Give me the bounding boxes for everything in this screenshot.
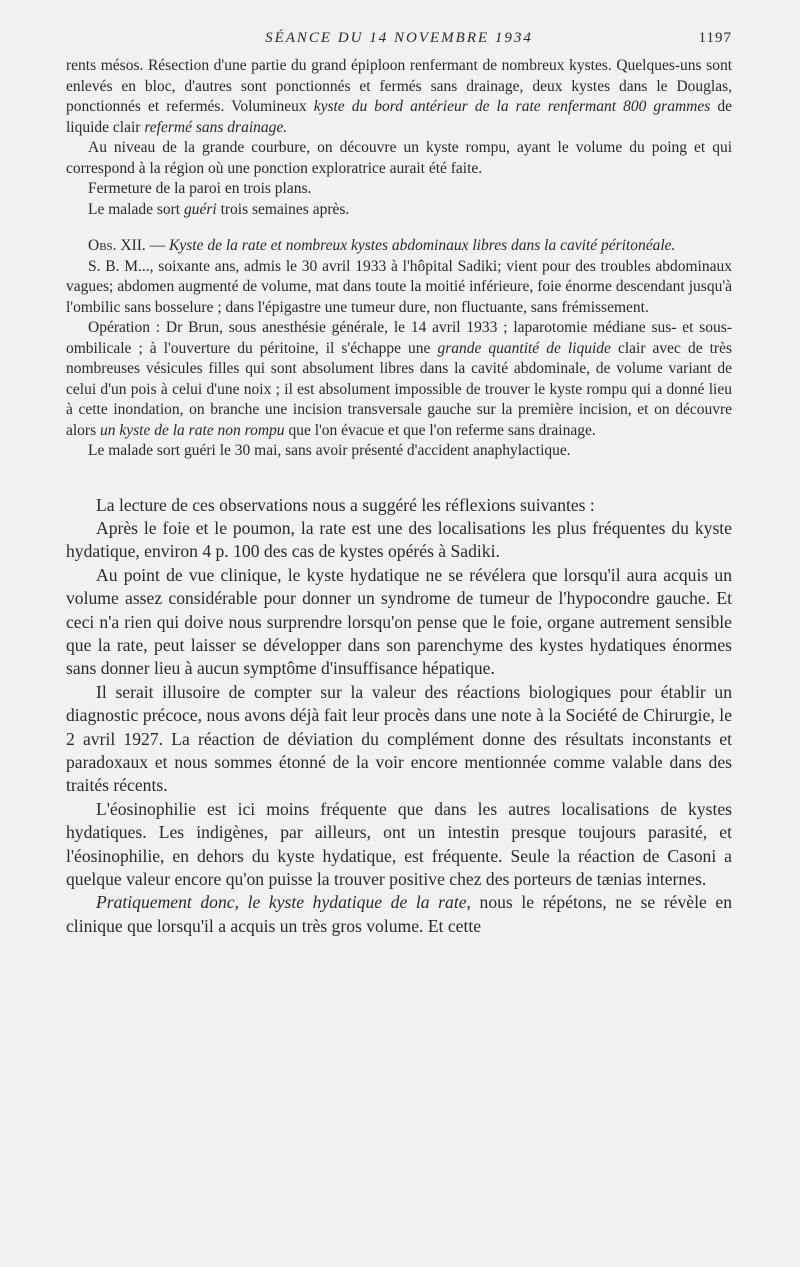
paragraph: Fermeture de la paroi en trois plans.	[88, 180, 312, 197]
paragraph: L'éosinophilie est ici moins fréquente que dans les autres localisations de kystes hydatiques. Les indigènes, par ailleurs, ont un intestin presque toujours parasité, et l'éosinophilie, en dehors du kyste hydatique, est fréquente. Seule la réaction de Casoni a quelque valeur encore qu'on puisse la trouver positive chez des porteurs de tænias internes.	[66, 798, 732, 889]
paragraph: Pratiquement donc, le kyste hydatique de la rate, nous le répétons, ne se révèle en clinique que lorsqu'il a acquis un très gros volume. Et cette	[66, 892, 732, 936]
paragraph: S. B. M..., soixante ans, admis le 30 avril 1933 à l'hôpital Sadiki; vient pour des troubles abdominaux vagues; abdomen augmenté de volume, mat dans toute la moitié inférieure, foie énorme descendant jusqu'à l'ombilic sans bosselure ; dans l'épigastre une tumeur dure, non fluctuante, sans frémissement.	[66, 257, 732, 316]
paragraph: rents mésos. Résection d'une partie du grand épiploon renfermant de nombreux kystes. Quelques-uns sont enlevés en bloc, d'autres sont ponctionnés et fermés sans drainage, deux kystes dans le Douglas, ponctionnés et refermés. Volumineux kyste du bord antérieur de la rate renfermant 800 grammes de liquide clair refermé sans drainage.	[66, 57, 732, 136]
observation-label: Obs. XII.	[88, 237, 146, 254]
paragraph: Le malade sort guéri le 30 mai, sans avoir présenté d'accident anaphylactique.	[88, 442, 571, 459]
running-header	[66, 30, 732, 56]
observation-title: Kyste de la rate et nombreux kystes abdominaux libres dans la cavité péritonéale.	[169, 237, 676, 254]
paragraph: Opération : Dr Brun, sous anesthésie générale, le 14 avril 1933 ; laparotomie médiane sus- et sous-ombilicale ; à l'ouverture du péritoine, il s'échappe une grande quantité de liquide clair avec de très nombreuses vésicules filles qui sont absolument libres dans la cavité abdominale, de volume variant de celui d'un pois à celui d'une noix ; il est absolument impossible de trouver le kyste rompu qui a donné lieu à cette inondation, on branche une incision transversale gauche sur la première incision, et on découvre alors un kyste de la rate non rompu que l'on évacue et que l'on referme sans drainage.	[66, 319, 732, 439]
observation-heading: Obs. XII. — Kyste de la rate et nombreux kystes abdominaux libres dans la cavité péritonéale.	[88, 237, 676, 254]
paragraph: Après le foie et le poumon, la rate est une des localisations les plus fréquentes du kyste hydatique, environ 4 p. 100 des cas de kystes opérés à Sadiki.	[66, 517, 732, 562]
paragraph: La lecture de ces observations nous a suggéré les réflexions suivantes :	[96, 494, 595, 515]
paragraph: Au niveau de la grande courbure, on découvre un kyste rompu, ayant le volume du poing et qui correspond à la région où une ponction exploratrice aurait été faite.	[66, 139, 732, 177]
paragraph: Au point de vue clinique, le kyste hydatique ne se révélera que lorsqu'il aura acquis un volume assez considérable pour donner un syndrome de tumeur de l'hypocondre gauche. Et ceci n'a rien qui doive nous surprendre lorsqu'on pense que le foie, organe autrement sensible que la rate, peut laisser se développer dans son parenchyme des kystes hydatiques énormes sans donner lieu à aucun symptôme d'insuffisance hépatique.	[66, 564, 732, 679]
paragraph: Le malade sort guéri trois semaines après.	[88, 200, 350, 218]
running-title: SÉANCE DU 14 NOVEMBRE 1934	[265, 30, 533, 46]
observation-section	[66, 56, 732, 462]
document-page	[66, 30, 732, 938]
discussion-section	[66, 494, 732, 939]
page-number: 1197	[698, 30, 732, 46]
paragraph: Il serait illusoire de compter sur la valeur des réactions biologiques pour établir un diagnostic précoce, nous avons déjà fait leur procès dans une note à la Société de Chirurgie, le 2 avril 1927. La réaction de déviation du complément donne des résultats inconstants et paradoxaux et nous sommes étonné de la voir encore mentionnée comme valable dans des traités récents.	[66, 681, 732, 796]
